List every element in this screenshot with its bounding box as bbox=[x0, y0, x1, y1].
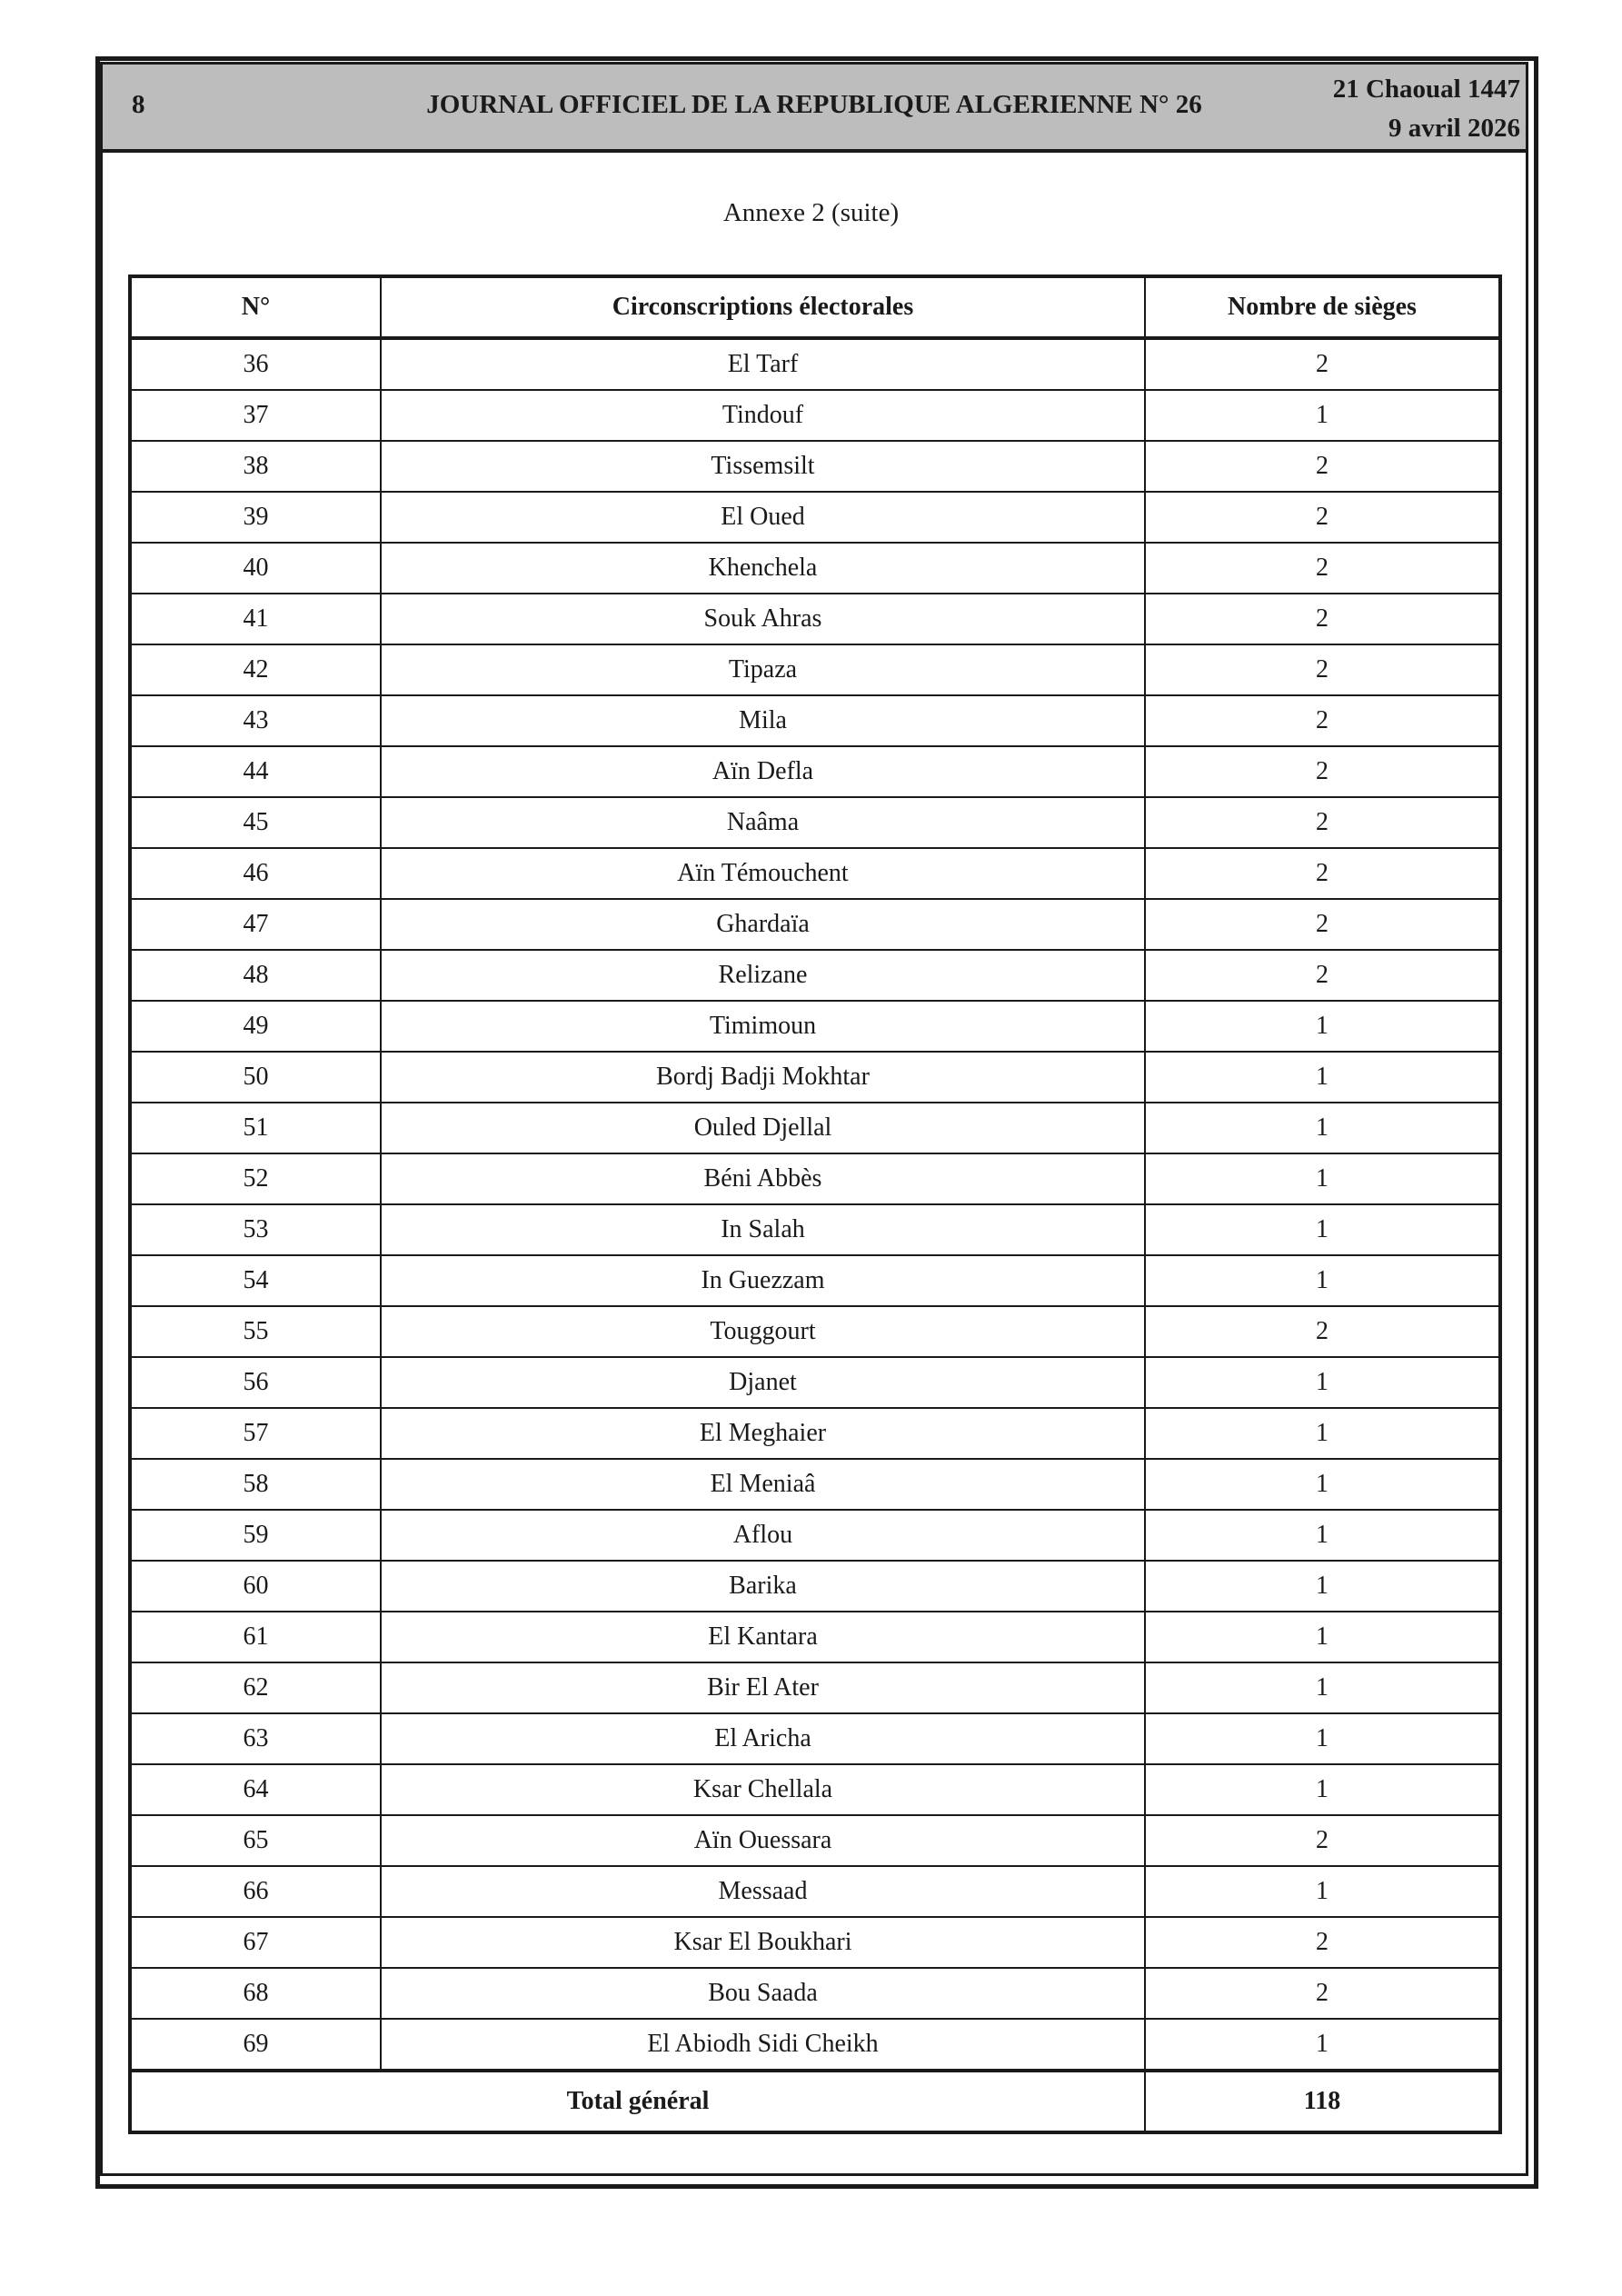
constituency-name: Ksar Chellala bbox=[381, 1764, 1145, 1815]
column-header-constituency: Circonscriptions électorales bbox=[381, 276, 1145, 338]
seat-count: 2 bbox=[1145, 492, 1500, 543]
table-row bbox=[130, 1153, 1500, 1204]
seat-count: 1 bbox=[1145, 1204, 1500, 1255]
table-row bbox=[130, 797, 1500, 848]
journal-title: JOURNAL OFFICIEL DE LA REPUBLIQUE ALGERIENNE N° 26 bbox=[426, 90, 1202, 119]
row-number: 50 bbox=[130, 1052, 381, 1103]
seat-count: 1 bbox=[1145, 1764, 1500, 1815]
row-number: 54 bbox=[130, 1255, 381, 1306]
constituency-name: Mila bbox=[381, 695, 1145, 746]
page-number: 8 bbox=[132, 90, 145, 119]
constituency-name: Aïn Témouchent bbox=[381, 848, 1145, 899]
constituency-name: El Meghaier bbox=[381, 1408, 1145, 1459]
constituency-name: El Abiodh Sidi Cheikh bbox=[381, 2019, 1145, 2071]
seat-count: 1 bbox=[1145, 1510, 1500, 1561]
constituency-name: In Guezzam bbox=[381, 1255, 1145, 1306]
row-number: 46 bbox=[130, 848, 381, 899]
row-number: 59 bbox=[130, 1510, 381, 1561]
table-row bbox=[130, 1815, 1500, 1866]
column-header-number: N° bbox=[130, 276, 381, 338]
row-number: 69 bbox=[130, 2019, 381, 2071]
table-row bbox=[130, 1306, 1500, 1357]
row-number: 45 bbox=[130, 797, 381, 848]
seat-count: 2 bbox=[1145, 1306, 1500, 1357]
seat-count: 2 bbox=[1145, 441, 1500, 492]
total-row bbox=[130, 2071, 1500, 2132]
constituency-name: Djanet bbox=[381, 1357, 1145, 1408]
row-number: 66 bbox=[130, 1866, 381, 1917]
seat-count: 1 bbox=[1145, 1612, 1500, 1662]
table-row bbox=[130, 1968, 1500, 2019]
seat-count: 2 bbox=[1145, 1968, 1500, 2019]
seat-count: 2 bbox=[1145, 644, 1500, 695]
table-row bbox=[130, 1052, 1500, 1103]
constituency-name: Tipaza bbox=[381, 644, 1145, 695]
seat-count: 1 bbox=[1145, 1459, 1500, 1510]
table-row bbox=[130, 1713, 1500, 1764]
constituency-name: Bou Saada bbox=[381, 1968, 1145, 2019]
seat-count: 1 bbox=[1145, 1662, 1500, 1713]
constituency-name: Aflou bbox=[381, 1510, 1145, 1561]
table-row bbox=[130, 950, 1500, 1001]
annex-title: Annexe 2 (suite) bbox=[722, 198, 900, 227]
table-row bbox=[130, 1357, 1500, 1408]
table-row bbox=[130, 338, 1500, 390]
row-number: 64 bbox=[130, 1764, 381, 1815]
table-header-row bbox=[130, 276, 1500, 338]
constituency-name: Khenchela bbox=[381, 543, 1145, 594]
constituency-name: Aïn Defla bbox=[381, 746, 1145, 797]
table-row bbox=[130, 492, 1500, 543]
seat-count: 2 bbox=[1145, 594, 1500, 644]
row-number: 48 bbox=[130, 950, 381, 1001]
seat-count: 1 bbox=[1145, 1408, 1500, 1459]
table-row bbox=[130, 1408, 1500, 1459]
constituency-name: Bordj Badji Mokhtar bbox=[381, 1052, 1145, 1103]
row-number: 40 bbox=[130, 543, 381, 594]
total-label: Total général bbox=[130, 2071, 1145, 2132]
constituency-name: El Kantara bbox=[381, 1612, 1145, 1662]
constituency-name: El Oued bbox=[381, 492, 1145, 543]
row-number: 43 bbox=[130, 695, 381, 746]
seat-count: 1 bbox=[1145, 1561, 1500, 1612]
constituency-name: Ghardaïa bbox=[381, 899, 1145, 950]
seat-count: 2 bbox=[1145, 695, 1500, 746]
table-row bbox=[130, 1866, 1500, 1917]
seat-count: 1 bbox=[1145, 1866, 1500, 1917]
table-row bbox=[130, 1764, 1500, 1815]
seat-count: 2 bbox=[1145, 797, 1500, 848]
table-row bbox=[130, 543, 1500, 594]
seat-count: 1 bbox=[1145, 2019, 1500, 2071]
row-number: 61 bbox=[130, 1612, 381, 1662]
column-header-seats: Nombre de sièges bbox=[1145, 276, 1500, 338]
row-number: 38 bbox=[130, 441, 381, 492]
table-row bbox=[130, 1561, 1500, 1612]
constituency-name: Souk Ahras bbox=[381, 594, 1145, 644]
constituency-name: Relizane bbox=[381, 950, 1145, 1001]
row-number: 51 bbox=[130, 1103, 381, 1153]
seat-count: 1 bbox=[1145, 1001, 1500, 1052]
seat-count: 1 bbox=[1145, 1153, 1500, 1204]
journal-header bbox=[103, 65, 1526, 153]
constituency-name: Touggourt bbox=[381, 1306, 1145, 1357]
row-number: 55 bbox=[130, 1306, 381, 1357]
seat-count: 2 bbox=[1145, 1815, 1500, 1866]
row-number: 44 bbox=[130, 746, 381, 797]
row-number: 37 bbox=[130, 390, 381, 441]
gregorian-date: 9 avril 2026 bbox=[1388, 114, 1520, 143]
constituency-name: Naâma bbox=[381, 797, 1145, 848]
table-row bbox=[130, 848, 1500, 899]
seat-count: 1 bbox=[1145, 1103, 1500, 1153]
constituency-name: Barika bbox=[381, 1561, 1145, 1612]
constituency-name: El Tarf bbox=[381, 338, 1145, 390]
row-number: 52 bbox=[130, 1153, 381, 1204]
constituency-name: Tissemsilt bbox=[381, 441, 1145, 492]
total-value: 118 bbox=[1145, 2071, 1500, 2132]
constituency-name: Tindouf bbox=[381, 390, 1145, 441]
table-row bbox=[130, 1612, 1500, 1662]
table-row bbox=[130, 1510, 1500, 1561]
table-row bbox=[130, 1459, 1500, 1510]
seat-count: 2 bbox=[1145, 950, 1500, 1001]
row-number: 63 bbox=[130, 1713, 381, 1764]
hijri-date: 21 Chaoual 1447 bbox=[1332, 75, 1520, 104]
table-row bbox=[130, 441, 1500, 492]
constituency-name: Béni Abbès bbox=[381, 1153, 1145, 1204]
table-row bbox=[130, 1255, 1500, 1306]
row-number: 67 bbox=[130, 1917, 381, 1968]
row-number: 56 bbox=[130, 1357, 381, 1408]
table-row bbox=[130, 1204, 1500, 1255]
row-number: 57 bbox=[130, 1408, 381, 1459]
constituency-name: El Aricha bbox=[381, 1713, 1145, 1764]
row-number: 62 bbox=[130, 1662, 381, 1713]
row-number: 49 bbox=[130, 1001, 381, 1052]
row-number: 58 bbox=[130, 1459, 381, 1510]
seat-count: 2 bbox=[1145, 338, 1500, 390]
row-number: 36 bbox=[130, 338, 381, 390]
seat-count: 2 bbox=[1145, 1917, 1500, 1968]
table-row bbox=[130, 644, 1500, 695]
seat-count: 1 bbox=[1145, 1713, 1500, 1764]
seat-count: 2 bbox=[1145, 899, 1500, 950]
issue-date bbox=[1333, 70, 1520, 148]
row-number: 47 bbox=[130, 899, 381, 950]
table-row bbox=[130, 1103, 1500, 1153]
row-number: 65 bbox=[130, 1815, 381, 1866]
seat-count: 1 bbox=[1145, 390, 1500, 441]
row-number: 39 bbox=[130, 492, 381, 543]
seat-count: 2 bbox=[1145, 848, 1500, 899]
constituency-name: Aïn Ouessara bbox=[381, 1815, 1145, 1866]
table-row bbox=[130, 695, 1500, 746]
table-row bbox=[130, 899, 1500, 950]
constituency-name: Timimoun bbox=[381, 1001, 1145, 1052]
table-row bbox=[130, 2019, 1500, 2071]
constituency-name: Messaad bbox=[381, 1866, 1145, 1917]
constituency-name: In Salah bbox=[381, 1204, 1145, 1255]
seat-count: 1 bbox=[1145, 1357, 1500, 1408]
seat-count: 2 bbox=[1145, 746, 1500, 797]
row-number: 60 bbox=[130, 1561, 381, 1612]
table-row bbox=[130, 594, 1500, 644]
seats-table bbox=[128, 275, 1502, 2134]
constituency-name: Ksar El Boukhari bbox=[381, 1917, 1145, 1968]
table-row bbox=[130, 1917, 1500, 1968]
row-number: 41 bbox=[130, 594, 381, 644]
constituency-name: Ouled Djellal bbox=[381, 1103, 1145, 1153]
row-number: 53 bbox=[130, 1204, 381, 1255]
table-row bbox=[130, 390, 1500, 441]
constituency-name: El Meniaâ bbox=[381, 1459, 1145, 1510]
table-row bbox=[130, 746, 1500, 797]
table-row bbox=[130, 1662, 1500, 1713]
seat-count: 1 bbox=[1145, 1052, 1500, 1103]
row-number: 42 bbox=[130, 644, 381, 695]
constituency-name: Bir El Ater bbox=[381, 1662, 1145, 1713]
row-number: 68 bbox=[130, 1968, 381, 2019]
seat-count: 2 bbox=[1145, 543, 1500, 594]
seat-count: 1 bbox=[1145, 1255, 1500, 1306]
table-row bbox=[130, 1001, 1500, 1052]
